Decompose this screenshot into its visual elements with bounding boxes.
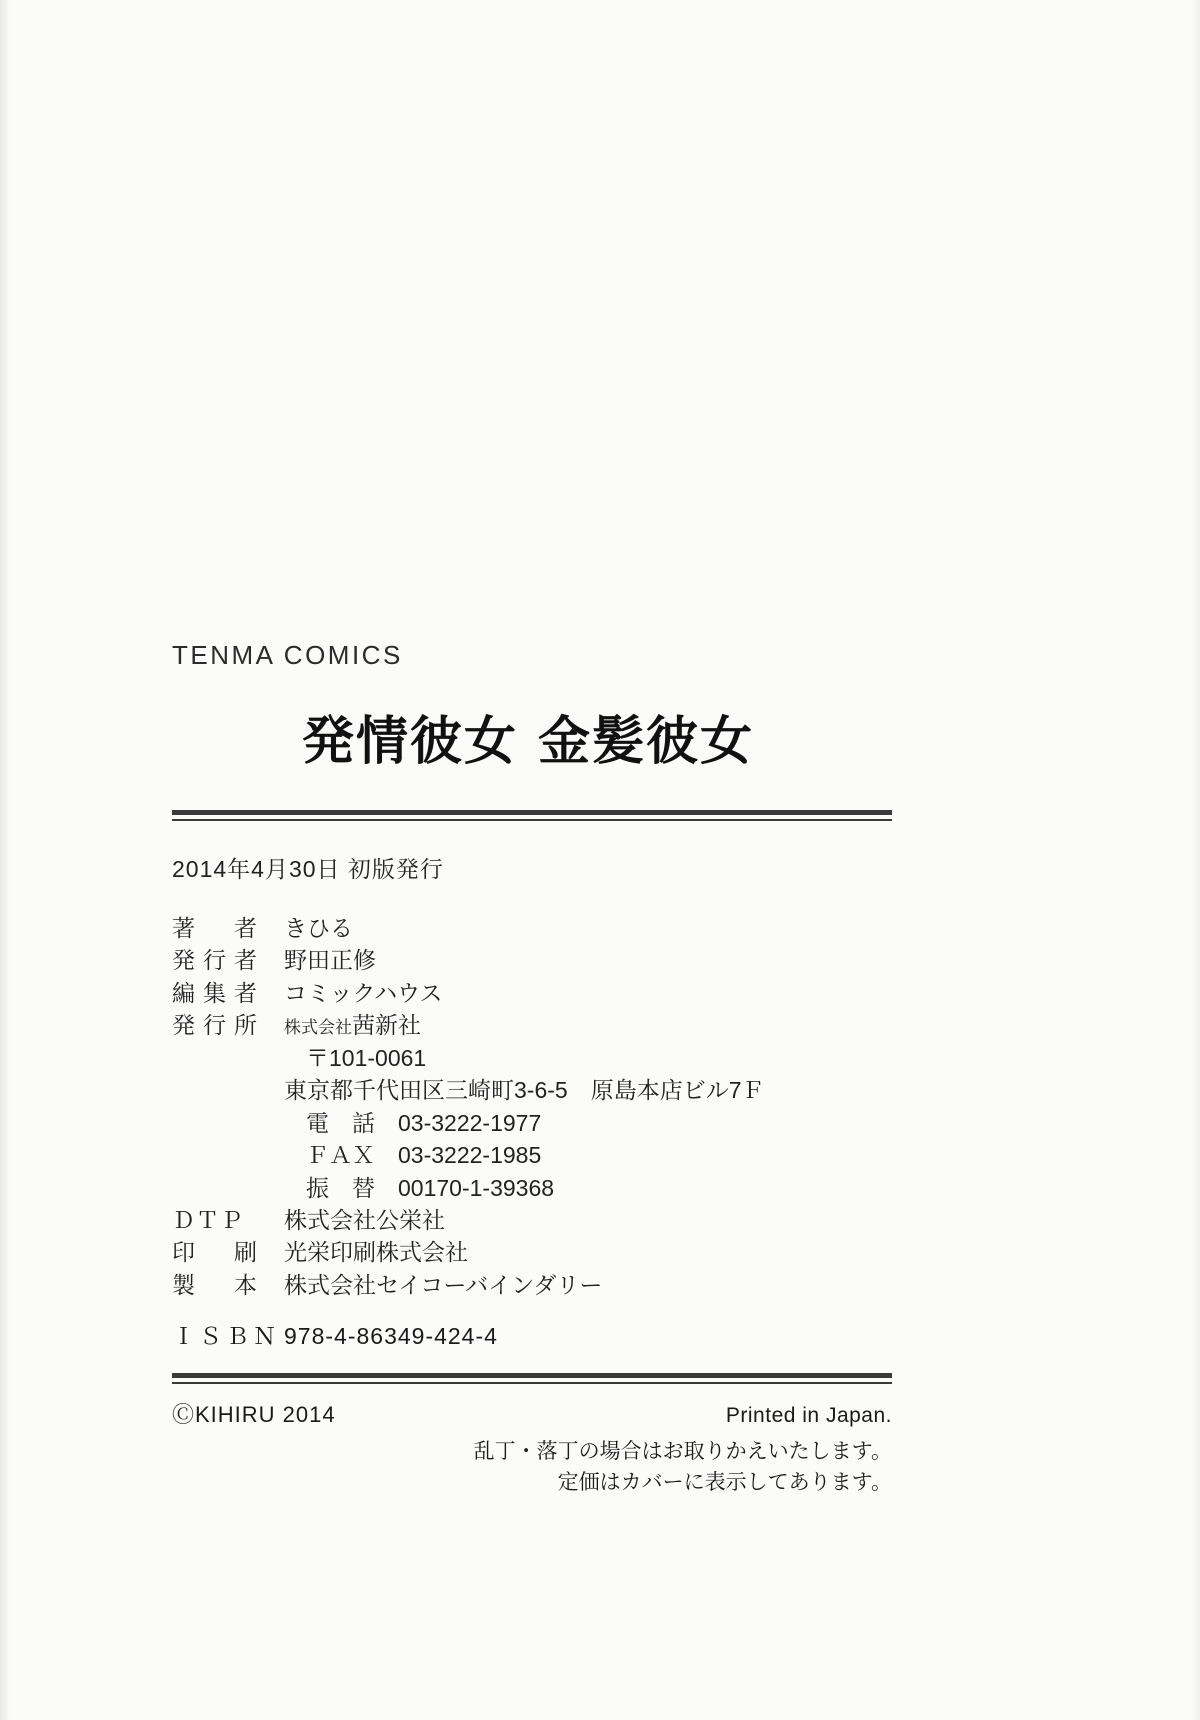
price-on-cover-note: 定価はカバーに表示してあります。 xyxy=(557,1470,892,1494)
credit-row-binding xyxy=(172,1271,972,1300)
credit-row-publisher-person xyxy=(172,946,972,975)
credit-value: 株式会社公栄社 xyxy=(284,1206,445,1233)
credit-label: 著 者 xyxy=(172,915,265,941)
credit-row-printing xyxy=(172,1238,972,1267)
publisher-tel: 電 話 03-3222-1977 xyxy=(306,1109,542,1136)
credit-row-publishing-house xyxy=(172,1011,972,1040)
credit-label: 編集者 xyxy=(172,979,265,1006)
divider-bottom xyxy=(172,1373,892,1384)
credit-row-dtp xyxy=(172,1206,972,1235)
divider-thin-line xyxy=(172,1382,892,1384)
credit-value: コミックハウス xyxy=(284,979,443,1006)
credit-label: 発行者 xyxy=(172,947,265,974)
imprint-label: TENMA COMICS xyxy=(172,640,403,670)
credit-value: 野田正修 xyxy=(284,947,376,974)
publisher-fax: ＦＡＸ 03-3222-1985 xyxy=(306,1142,542,1169)
divider-thick-line xyxy=(172,1373,892,1378)
publisher-postal-code: 〒101-0061 xyxy=(306,1044,427,1071)
defect-exchange-note: 乱丁・落丁の場合はお取りかえいたします。 xyxy=(473,1440,892,1464)
isbn-row xyxy=(172,1318,972,1351)
company-prefix: 株式会社 xyxy=(284,1018,352,1038)
isbn-value: 978-4-86349-424-4 xyxy=(284,1323,498,1350)
divider-thick-line xyxy=(172,810,892,815)
credit-value: きひる xyxy=(284,915,353,941)
credit-value xyxy=(284,1011,421,1040)
credit-label: 発行所 xyxy=(172,1012,265,1039)
divider-top xyxy=(172,810,892,821)
book-title: 発情彼女 金髪彼女 xyxy=(302,712,755,772)
colophon-block xyxy=(172,640,972,1498)
publisher-address: 東京都千代田区三崎町3-6-5 原島本店ビル7Ｆ xyxy=(284,1077,765,1104)
copyright-notice: ⒸKIHIRU 2014 xyxy=(172,1402,336,1428)
divider-thin-line xyxy=(172,819,892,821)
isbn-label: ＩＳＢＮ xyxy=(172,1323,280,1350)
footer-notes xyxy=(172,1437,892,1498)
company-name: 茜新社 xyxy=(352,1012,421,1039)
publisher-furikae: 振 替 00170-1-39368 xyxy=(306,1174,555,1201)
printed-in-japan: Printed in Japan. xyxy=(725,1404,892,1428)
credit-row-author xyxy=(172,914,972,943)
credit-label: 製 本 xyxy=(172,1271,265,1298)
footer-top-row xyxy=(172,1398,892,1429)
credit-label: 印 刷 xyxy=(172,1239,265,1266)
colophon-footer xyxy=(172,1398,892,1498)
credit-value: 株式会社セイコーバインダリー xyxy=(284,1271,603,1298)
credit-value: 光栄印刷株式会社 xyxy=(284,1239,468,1266)
credits-list xyxy=(172,914,972,1300)
credit-row-editor xyxy=(172,979,972,1008)
publication-date: 2014年4月30日 初版発行 xyxy=(172,856,444,882)
credit-label: ＤＴＰ xyxy=(172,1206,244,1233)
